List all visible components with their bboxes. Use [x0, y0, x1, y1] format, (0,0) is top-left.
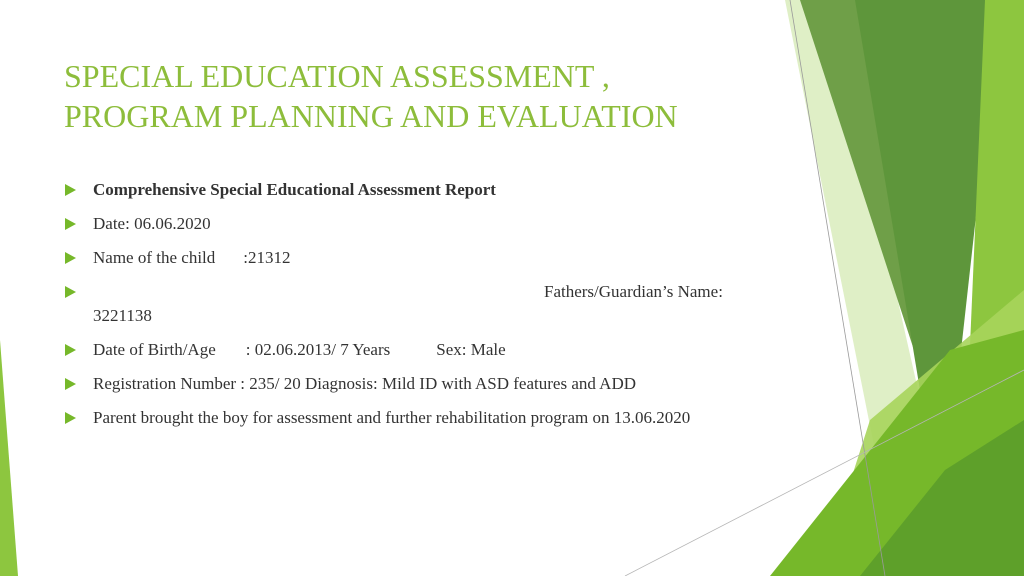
- list-item: [64, 212, 784, 235]
- bullet-arrow-icon: [65, 218, 76, 230]
- bullet-arrow-icon: [65, 252, 76, 264]
- dob-label: Date of Birth/Age: [93, 340, 216, 359]
- bullet-arrow-icon: [65, 184, 76, 196]
- list-item: [64, 280, 784, 327]
- list-item: [64, 372, 784, 395]
- report-date: Date: 06.06.2020: [93, 214, 211, 233]
- list-item: [64, 246, 784, 269]
- registration-diagnosis: Registration Number : 235/ 20 Diagnosis: Mild ID with ASD features and ADD: [93, 374, 637, 393]
- list-item: [64, 178, 784, 201]
- page-title: [64, 56, 784, 136]
- list-item: [64, 338, 784, 361]
- bullet-arrow-icon: [65, 286, 76, 298]
- bullet-arrow-icon: [65, 344, 76, 356]
- report-bullet-list: [64, 178, 784, 440]
- guardian-value: 3221138: [93, 306, 152, 325]
- guardian-label: Fathers/Guardian’s Name:: [544, 282, 723, 301]
- dob-value: : 02.06.2013/ 7 Years: [245, 340, 391, 359]
- title-line-2: PROGRAM PLANNING AND EVALUATION: [64, 98, 678, 134]
- assessment-note: Parent brought the boy for assessment and further rehabilitation program on 13.06.2020: [93, 408, 691, 427]
- bullet-arrow-icon: [65, 412, 76, 424]
- child-name-value: :21312: [243, 248, 291, 267]
- bullet-arrow-icon: [65, 378, 76, 390]
- deco-left-sliver: [0, 340, 18, 576]
- list-item: [64, 406, 784, 429]
- child-name-label: Name of the child: [93, 248, 216, 267]
- report-heading: Comprehensive Special Educational Assessment Report: [93, 180, 496, 199]
- title-line-1: SPECIAL EDUCATION ASSESSMENT ,: [64, 58, 610, 94]
- sex-value: Sex: Male: [436, 340, 506, 359]
